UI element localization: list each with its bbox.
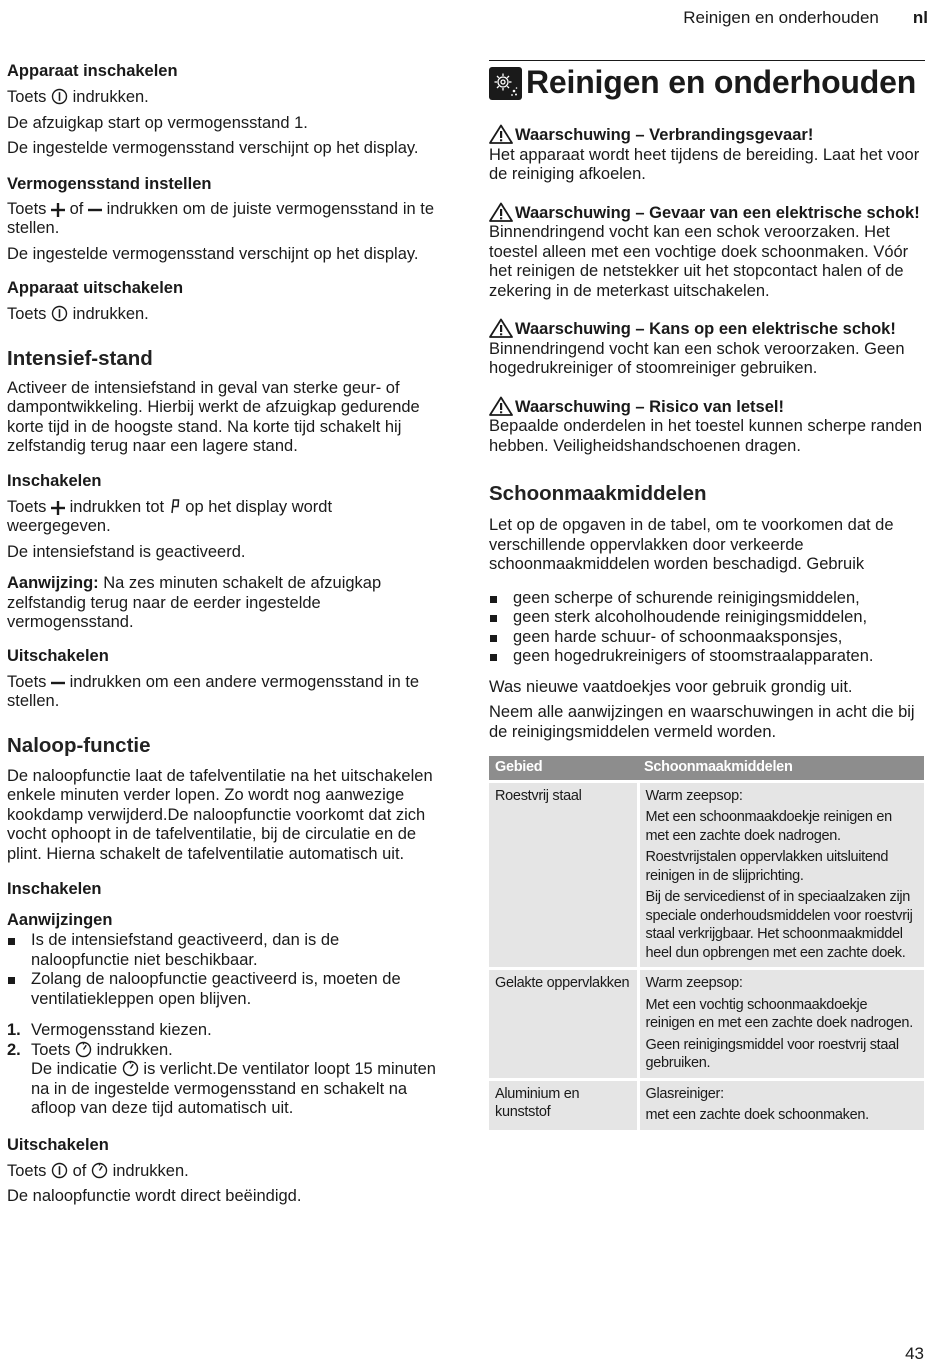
warning-title: Waarschuwing – Kans op een elektrische schok! bbox=[489, 318, 925, 340]
warning-block bbox=[489, 318, 925, 379]
minus-icon bbox=[88, 203, 102, 217]
warning-text: Binnendringend vocht kan een schok veroorzaken. Geen hogedrukreiniger of stoomreiniger gebruiken. bbox=[489, 339, 905, 377]
text-off-press: Toets indrukken. bbox=[7, 305, 149, 323]
warning-text: Binnendringend vocht kan een schok veroorzaken. Het toestel alleen met een vochtige doek schoonmaken. Vóór het reinigen de netstekker uit het stopcontact halen of de zekering in de meterkast uitschakelen. bbox=[489, 223, 909, 300]
power-icon bbox=[51, 88, 68, 105]
plus-icon bbox=[51, 501, 65, 515]
warning-text: Bepaalde onderdelen in het toestel kunnen scherpe randen hebben. Veiligheidshandschoenen dragen. bbox=[489, 417, 922, 455]
heading-intensief-stand: Intensief-stand bbox=[7, 346, 153, 370]
note-intensief: Aanwijzing: Na zes minuten schakelt de afzuigkap zelfstandig terug naar de eerder ingestelde vermogensstand. bbox=[7, 574, 382, 631]
table-row bbox=[489, 969, 924, 1080]
text-naloop-intro: De naloopfunctie laat de tafelventilatie na het uitschakelen enkele minuten verder lopen. Zo wordt nog aanwezige kookdamp verwijderd.De naloopfunctie voorkomt dat zich vocht ophoopt in de tafelventilatie, bij de circulatie en de plint. Hierna schakelt de tafelventilatie automatisch uit. bbox=[7, 766, 433, 863]
warning-block bbox=[489, 396, 925, 457]
warning-title: Waarschuwing – Verbrandingsgevaar! bbox=[489, 124, 925, 146]
heading-apparaat-uitschakelen: Apparaat uitschakelen bbox=[7, 279, 184, 297]
warning-triangle-icon bbox=[489, 396, 513, 416]
warning-triangle-icon bbox=[489, 124, 513, 144]
table-cell-area: Gelakte oppervlakken bbox=[489, 969, 638, 1080]
cleaning-table bbox=[489, 756, 924, 1130]
timer-icon bbox=[122, 1060, 139, 1077]
text-level-press: Toets of indrukken om de juiste vermogensstand in te stellen. bbox=[7, 199, 435, 237]
text-clean-instructions: Neem alle aanwijzingen en waarschuwingen in acht die bij de reinigingsmiddelen vermeld worden. bbox=[489, 703, 915, 741]
table-cell-agents: Warm zeepsop: Met een schoonmaakdoekje reinigen en met een zachte doek nadrogen. Roestvrijstalen oppervlakken uitsluitend reinigen in de slijprichting. Bij de servicedienst of in speciaalzaken zijn speciale onderhoudsmiddelen voor roestvrij staal verkrijgbaar. Het schoonmaakmiddel heel dun opbrengen met een zachte doek. bbox=[638, 781, 924, 969]
table-cell-area: Roestvrij staal bbox=[489, 781, 638, 969]
text-nal-off-press: Toets of indrukken. bbox=[7, 1161, 189, 1180]
list-item: geen hogedrukreinigers of stoomstraalapparaten. bbox=[489, 647, 925, 667]
heading-int-uitschakelen: Uitschakelen bbox=[7, 646, 109, 665]
warning-title: Waarschuwing – Gevaar van een elektrische schok! bbox=[489, 202, 925, 224]
heading-nal-inschakelen: Inschakelen bbox=[7, 880, 102, 898]
text-int-activated: De intensiefstand is geactiveerd. bbox=[7, 542, 246, 561]
text-on-level1: De afzuigkap start op vermogensstand 1. bbox=[7, 113, 308, 132]
step-number: 2. bbox=[7, 1040, 21, 1059]
table-row bbox=[489, 781, 924, 969]
table-row bbox=[489, 1079, 924, 1130]
timer-icon bbox=[91, 1162, 108, 1179]
list-item: geen sterk alcoholhoudende reinigingsmiddelen, bbox=[489, 608, 925, 628]
text-nal-ended: De naloopfunctie wordt direct beëindigd. bbox=[7, 1187, 302, 1205]
warning-triangle-icon bbox=[489, 202, 513, 222]
plus-icon bbox=[51, 203, 65, 217]
page-title: Reinigen en onderhouden bbox=[526, 64, 917, 100]
text-int-off-press: Toets indrukken om een andere vermogensstand in te stellen. bbox=[7, 672, 420, 710]
text-intensief-intro: Activeer de intensiefstand in geval van sterke geur- of dampontwikkeling. Hierbij werkt de afzuigkap gedurende korte tijd in de hoogste stand. Na korte tijd schakelt hij zelfstandig terug naar een lagere stand. bbox=[7, 378, 420, 455]
text-clean-intro: Let op de opgaven in de tabel, om te voorkomen dat de verschillende oppervlakken door verkeerde schoonmaakmiddelen worden beschadigd. Gebruik bbox=[489, 516, 894, 573]
text-on-display: De ingestelde vermogensstand verschijnt op het display. bbox=[7, 139, 419, 157]
warning-block bbox=[489, 202, 925, 302]
list-item: Zolang de naloopfunctie geactiveerd is, moeten de ventilatiekleppen open blijven. bbox=[7, 970, 439, 1009]
text-on-press: Toets indrukken. bbox=[7, 88, 149, 106]
table-header-row bbox=[489, 756, 924, 781]
heading-schoonmaakmiddelen: Schoonmaakmiddelen bbox=[489, 482, 707, 505]
table-header-cell: Schoonmaakmiddelen bbox=[638, 756, 924, 781]
left-column bbox=[7, 60, 439, 1207]
step-item: 1. Vermogensstand kiezen. bbox=[7, 1021, 212, 1039]
list-item: geen harde schuur- of schoonmaaksponsjes, bbox=[489, 628, 925, 648]
warning-triangle-icon bbox=[489, 318, 513, 338]
warning-text: Het apparaat wordt heet tijdens de bereiding. Laat het voor de reiniging afkoelen. bbox=[489, 145, 920, 183]
table-header-cell: Gebied bbox=[489, 756, 638, 781]
power-icon bbox=[51, 305, 68, 322]
text-clean-wash: Was nieuwe vaatdoekjes voor gebruik grondig uit. bbox=[489, 677, 853, 696]
step-number: 1. bbox=[7, 1021, 21, 1039]
list-item: Is de intensiefstand geactiveerd, dan is de naloopfunctie niet beschikbaar. bbox=[7, 931, 439, 970]
step-item: 2. Toets indrukken. De indicatie is verlicht.De ventilator loopt 15 minuten na in de ingestelde vermogensstand en schakelt na afloop van deze tijd automatisch uit. bbox=[7, 1040, 436, 1117]
power-icon bbox=[51, 1162, 68, 1179]
right-column bbox=[489, 60, 925, 1130]
text-level-display: De ingestelde vermogensstand verschijnt op het display. bbox=[7, 244, 419, 263]
clean-list bbox=[489, 589, 925, 667]
page-number: 43 bbox=[905, 1344, 924, 1363]
table-cell-area: Aluminium en kunststof bbox=[489, 1079, 638, 1130]
header-language-code: nl bbox=[912, 8, 928, 27]
notes-list bbox=[7, 931, 439, 1009]
intensive-p-icon bbox=[169, 498, 181, 515]
list-item: geen scherpe of schurende reinigingsmiddelen, bbox=[489, 589, 925, 609]
table-cell-agents: Glasreiniger: met een zachte doek schoonmaken. bbox=[638, 1079, 924, 1130]
heading-naloop-functie: Naloop-functie bbox=[7, 733, 151, 757]
note-label: Aanwijzing: bbox=[7, 574, 99, 592]
heading-apparaat-inschakelen: Apparaat inschakelen bbox=[7, 62, 178, 80]
page-header bbox=[683, 6, 928, 30]
section-title bbox=[489, 60, 925, 102]
heading-nal-uitschakelen: Uitschakelen bbox=[7, 1135, 109, 1154]
heading-vermogensstand-instellen: Vermogensstand instellen bbox=[7, 174, 212, 193]
table-cell-agents: Warm zeepsop: Met een vochtig schoonmaakdoekje reinigen en met een zachte doek nadrogen. Geen reinigingsmiddel voor roestvrij staal gebruiken. bbox=[638, 969, 924, 1080]
minus-icon bbox=[51, 676, 65, 690]
warning-title: Waarschuwing – Risico van letsel! bbox=[489, 396, 925, 418]
cleaning-gear-icon bbox=[489, 67, 522, 100]
steps-list bbox=[7, 1021, 439, 1119]
header-section-title: Reinigen en onderhouden bbox=[683, 8, 879, 27]
heading-aanwijzingen: Aanwijzingen bbox=[7, 911, 113, 929]
heading-int-inschakelen: Inschakelen bbox=[7, 471, 102, 490]
timer-icon bbox=[75, 1041, 92, 1058]
warning-block bbox=[489, 124, 925, 185]
text-int-on-press: Toets indrukken tot op het display wordt weergegeven. bbox=[7, 497, 333, 535]
